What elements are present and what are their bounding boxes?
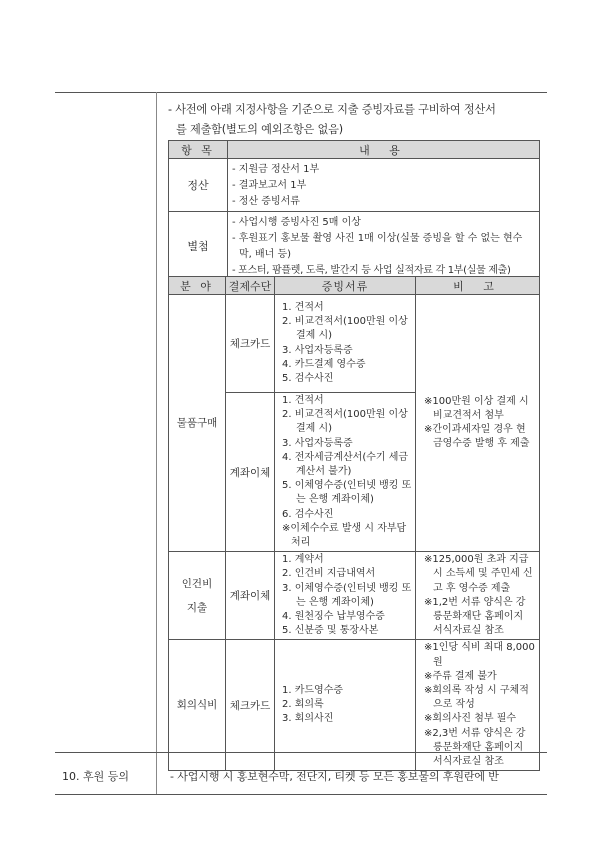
header-content: 내 용: [228, 141, 540, 159]
list-item: 5. 이체영수증(인터넷 뱅킹 또는 은행 계좌이체): [282, 480, 412, 506]
header-payment: 결제수단: [226, 277, 275, 295]
method-labor: 계좌이체: [226, 552, 275, 640]
notes-purchase: [416, 295, 540, 552]
list-item: 2. 비교견적서(100만원 이상 결제 시): [282, 409, 408, 435]
settlement-table: [168, 140, 540, 282]
list-item: ※2,3번 서류 양식은 강릉문화재단 홈페이지 서식자료실 참조: [424, 727, 526, 768]
list-item: - 후원표기 홍보물 촬영 사진 1매 이상(실물 증빙을 할 수 없는 현수막, 배너 등): [232, 233, 523, 260]
list-item: 4. 전자세금계산서(수기 세금계산서 불가): [282, 451, 409, 478]
list-item: 4. 카드결제 영수증: [282, 358, 366, 370]
method-meal: 체크카드: [226, 640, 275, 771]
row-content-attachment: [228, 212, 540, 281]
row-label-attachment: 별첨: [169, 212, 228, 281]
notes-meal: [416, 640, 540, 771]
category-labor-line-2: 지출: [186, 601, 208, 614]
row-content-settlement: [228, 159, 540, 212]
notes-labor: [416, 552, 540, 640]
list-item: 1. 계약서: [282, 554, 324, 566]
intro-line-2: 를 제출함(별도의 예외조항은 없음): [176, 123, 343, 136]
list-item: ※1인당 식비 최대 8,000원: [424, 642, 535, 668]
list-item: ※주류 결제 불가: [424, 670, 497, 682]
docs-meal: [275, 640, 416, 771]
category-purchase: 물품구매: [169, 295, 226, 552]
list-item: 1. 카드영수증: [282, 685, 344, 697]
column-divider: [156, 92, 157, 795]
list-item: ※125,000원 초과 지급 시 소득세 및 주민세 신고 후 영수증 제출: [424, 554, 533, 594]
list-item: - 사업시행 증빙사진 5매 이상: [232, 217, 361, 229]
header-documents: 증빙서류: [275, 277, 416, 295]
list-item: 3. 사업자등록증: [282, 344, 353, 356]
list-item: 1. 견적서: [282, 301, 324, 313]
table-row: [169, 212, 540, 281]
header-remarks: 비 고: [416, 277, 540, 295]
list-item: - 정산 증빙서류: [232, 195, 300, 207]
list-item: - 지원금 정산서 1부: [232, 164, 320, 175]
list-item: 4. 원천징수 납부영수증: [282, 611, 385, 623]
list-item: 3. 이체영수증(인터넷 뱅킹 또는 은행 계좌이체): [282, 582, 412, 608]
list-item: 5. 신분증 및 통장사본: [282, 625, 379, 637]
table-row: [169, 552, 540, 640]
list-item: 5. 검수사진: [282, 372, 334, 384]
list-item: 1. 견적서: [282, 395, 324, 406]
row-label-settlement: 정산: [169, 159, 228, 212]
header-field: 분 야: [169, 277, 226, 295]
list-item: ※이체수수료 발생 시 자부담 처리: [282, 522, 407, 549]
list-item: - 포스터, 팜플렛, 도록, 발간지 등 사업 실적자료 각 1부(실물 제출): [232, 264, 511, 276]
section-10-text: - 사업시행 시 홍보현수막, 전단지, 티켓 등 모든 홍보물의 후원란에 반: [170, 770, 499, 783]
list-item: 2. 비교견적서(100만원 이상 결제 시): [282, 316, 408, 342]
category-labor-line-1: 인건비: [181, 577, 213, 590]
list-item: - 결과보고서 1부: [232, 179, 307, 191]
list-item: 2. 인건비 지급내역서: [282, 568, 376, 580]
list-item: 2. 회의록: [282, 699, 324, 711]
list-item: 3. 회의사진: [282, 713, 334, 725]
list-item: 3. 사업자등록증: [282, 437, 353, 449]
bottom-rule: [55, 794, 547, 795]
table-row: [169, 295, 540, 393]
list-item: 6. 검수사진: [282, 508, 334, 520]
table-row: [169, 640, 540, 771]
list-item: ※간이과세자일 경우 현금영수증 발행 후 제출: [424, 424, 530, 450]
list-item: ※100만원 이상 결제 시 비교견적서 첨부: [424, 395, 529, 421]
list-item: ※회의록 작성 시 구체적으로 작성: [424, 685, 529, 711]
docs-purchase-transfer: [275, 393, 416, 552]
section-10-label: 10. 후원 등의: [62, 770, 129, 783]
list-item: ※회의사진 첨부 필수: [424, 713, 517, 725]
docs-labor: [275, 552, 416, 640]
category-meal: 회의식비: [169, 640, 226, 771]
category-labor: [169, 552, 226, 640]
intro-line-1: - 사전에 아래 지정사항을 기준으로 지출 증빙자료를 구비하여 정산서: [168, 103, 496, 116]
list-item: ※1,2번 서류 양식은 강릉문화재단 홈페이지 서식자료실 참조: [424, 596, 526, 637]
header-item: 항 목: [169, 141, 228, 159]
docs-purchase-card: [275, 295, 416, 393]
top-rule: [55, 92, 547, 93]
table-row: [169, 159, 540, 212]
method-transfer: 계좌이체: [226, 393, 275, 552]
evidence-table: [168, 276, 540, 771]
method-card: 체크카드: [226, 295, 275, 393]
intro-paragraph: [168, 100, 540, 140]
